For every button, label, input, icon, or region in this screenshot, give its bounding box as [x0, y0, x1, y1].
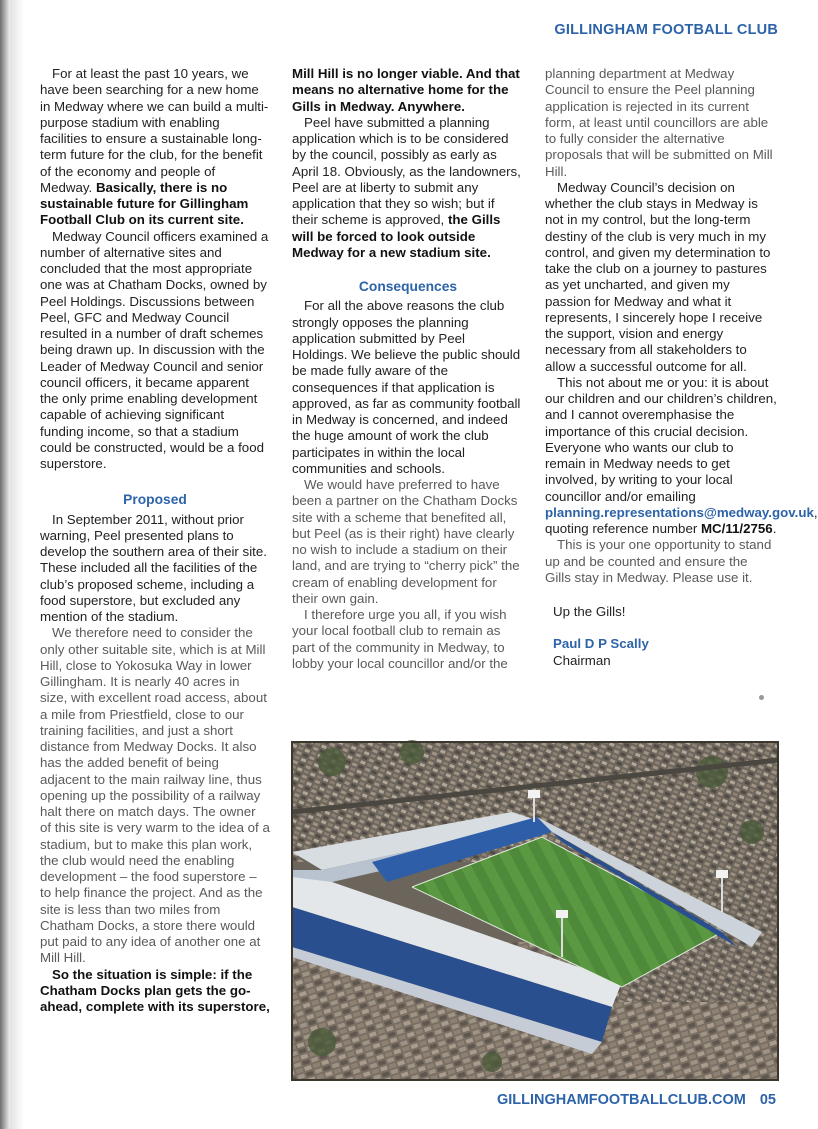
page-number: 05	[759, 1092, 776, 1108]
page-binding-shadow	[0, 0, 10, 1129]
decorative-dot	[759, 695, 764, 700]
page-binding-highlight	[10, 0, 24, 1129]
article-column-3	[545, 66, 818, 669]
paragraph: Peel have submitted a planning application which is to be considered by the council, possibly as early as April 18. Obviously, as the landowners, Peel are at liberty to submit any application that they so wish; but if their scheme is approved, the Gills will be forced to look outside Medway for a new stadium site.	[292, 114, 521, 260]
paragraph: I therefore urge you all, if you wish your local football club to remain as part of the community in Medway, to lobby your local councillor and/or the	[292, 607, 508, 671]
website-url: GILLINGHAMFOOTBALLCLUB.COM	[496, 1092, 746, 1108]
running-header: GILLINGHAM FOOTBALL CLUB	[554, 22, 778, 38]
bold-statement: So the situation is simple: if the Chatham Docks plan gets the go-ahead, complete with its superstore,	[40, 966, 270, 1014]
signature-block	[545, 604, 777, 669]
paragraph: In September 2011, without prior warning, Peel presented plans to develop the southern area of their site. These included all the facilities of the club’s proposed scheme, including a food superstore, but excluded any mention of the stadium.	[40, 511, 267, 624]
signoff: Up the Gills!	[553, 604, 626, 619]
paragraph: Medway Council’s decision on whether the club stays in Medway is not in my control, but the long-term destiny of the club is very much in my control, and given my determination to take the club on a journey to pastures as yet uncharted, and given my passion for Medway and what it represents, I sincerely hope I receive the support, vision and energy necessary from all stakeholders to allow a successful outcome for all.	[545, 179, 771, 374]
bold-statement: Basically, there is no sustainable future for Gillingham Football Club on its current site.	[40, 179, 249, 228]
paragraph: This is your one opportunity to stand up and be counted and ensure the Gills stay in Medway. Please use it.	[545, 537, 772, 585]
paragraph: For all the above reasons the club strongly opposes the planning application submitted by Peel Holdings. We believe the public should be made fully aware of the consequences if that application is approved, as far as community football in Medway is concerned, and indeed the huge amount of work the club participates in within the local communities and schools.	[292, 298, 521, 476]
paragraph: planning department at Medway Council to ensure the Peel planning application is rejected in its current form, at least until councillors are able to fully consider the alternative proposals that will be submitted on Mill Hill.	[545, 66, 773, 179]
bold-statement: Mill Hill is no longer viable. And that means no alternative home for the Gills in Medway. Anywhere.	[292, 66, 520, 114]
paragraph: We therefore need to consider the only other suitable site, which is at Mill Hill, close to Yokosuka Way in lower Gillingham. It is nearly 40 acres in size, with excellent road access, about a mile from Priestfield, close to our training facilities, and just a short distance from Medway Docks. It also has the added benefit of being adjacent to the main railway line, thus opening up the possibility of a railway halt there on match days. The owner of this site is very warm to the idea of a stadium, but to make this plan work, the club would need the enabling development – the food superstore – to help finance the project. And as the site is less than two miles from Chatham Docks, a store there would put paid to any idea of another one at Mill Hill.	[40, 625, 270, 966]
paragraph: For at least the past 10 years, we have been searching for a new home in Medway where we can build a multi-purpose stadium with enabling facilities to ensure a sustainable long-term future for the club, for the benefit of the economy and people of Medway. Basically, there is no sustainable future for Gillingham Football Club on its current site.	[40, 66, 269, 228]
article-column-1	[40, 66, 270, 1015]
paragraph: This not about me or you: it is about our children and our children’s children, and I cannot overemphasise the importance of this crucial decision. Everyone who wants our club to remain in Medway needs to get involved, by writing to your local councillor and/or emailing planning.representations@medway.gov.uk, quoting reference number MC/11/2756.	[545, 374, 818, 536]
section-heading-consequences: Consequences	[358, 279, 458, 294]
paragraph: Medway Council officers examined a number of alternative sites and concluded that the most appropriate one was at Chatham Docks, owned by Peel Holdings. Discussions between Peel, GFC and Medway Council resulted in a number of draft schemes being drawn up. In discussion with the Leader of Medway Council and senior council officers, it became apparent the only prime enabling development capable of achieving significant funding income, so that a stadium could be constructed, would be a food superstore.	[40, 228, 269, 471]
paragraph	[40, 967, 270, 1016]
paragraph: We would have preferred to have been a partner on the Chatham Docks site with a scheme that benefited all, but Peel (as is their right) have clearly no wish to include a stadium on their land, and are trying to “cherry pick” the cream of enabling development for their own gain.	[292, 477, 520, 606]
reference-number: MC/11/2756	[700, 521, 773, 536]
aerial-stadium-photo	[292, 742, 778, 1080]
signature-title: Chairman	[553, 652, 611, 668]
section-heading-proposed: Proposed	[123, 492, 187, 508]
article-column-2	[292, 66, 524, 672]
page-footer	[497, 1092, 776, 1108]
email-link[interactable]: planning.representations@medway.gov.uk	[545, 504, 814, 520]
signature-name: Paul D P Scally	[553, 636, 649, 652]
bold-statement: the Gills will be forced to look outside Medway for a new stadium site.	[292, 212, 501, 260]
paragraph	[292, 66, 524, 115]
